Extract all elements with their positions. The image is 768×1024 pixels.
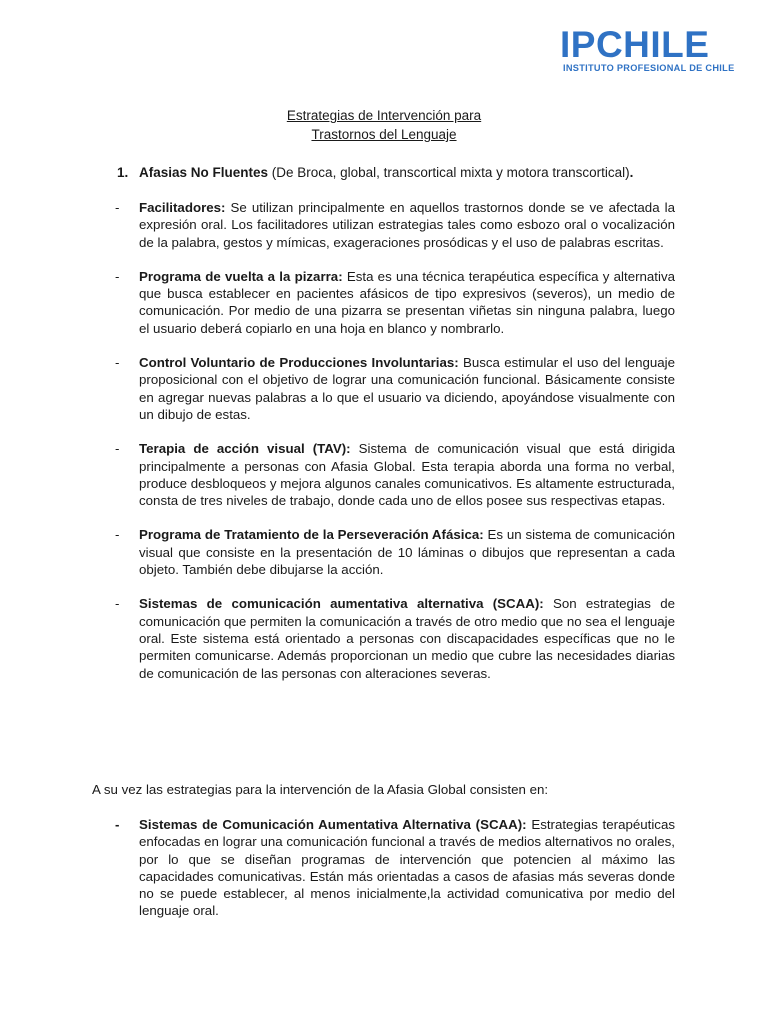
list-dash: -	[115, 355, 120, 371]
list-item	[115, 526, 675, 578]
section-end: .	[629, 165, 634, 180]
item-term: Facilitadores:	[139, 200, 226, 215]
strategy-list	[115, 199, 675, 699]
item-text: Esta es una técnica terapéutica específica y alternativa que busca establecer en pacientes afásicos de tipo expresivos (severos), un medio de comunicación. Por medio de una pizarra se presentan viñetas sin ninguna palabra, luego el usuario deberá copiarlo en una hoja en blanco y nombrarlo.	[139, 268, 675, 336]
title-line-1: Estrategias de Intervención para	[286, 108, 482, 123]
item-term: Terapia de acción visual (TAV):	[139, 441, 351, 457]
item-text: Se utilizan principalmente en aquellos trastornos donde se ve afectada la expresión oral. Los facilitadores utilizan estrategias tales como esbozo oral o vocalización de la palabra, gestos y mímicas, exageraciones prosódicas y el uso de palabras escritas.	[139, 200, 675, 250]
item-text: Busca estimular el uso del lenguaje proposicional con el objetivo de lograr una comunicación funcional. Básicamente consiste en agregar nuevas palabras a lo que el usuario va diciendo, apoyándose visualmente con un dibujo de estas.	[139, 355, 676, 422]
list-dash: -	[115, 441, 120, 457]
title-line-2: Trastornos del Lenguaje	[311, 127, 457, 142]
global-aphasia-intro: A su vez las estrategias para la intervención de la Afasia Global consisten en:	[92, 782, 549, 797]
section-name: Afasias No Fluentes	[139, 165, 269, 180]
list-item	[115, 440, 675, 509]
list-item	[115, 595, 675, 681]
list-dash: -	[115, 527, 120, 543]
item-term: Control Voluntario de Producciones Involuntarias:	[139, 355, 459, 371]
logo-tagline: INSTITUTO PROFESIONAL DE CHILE	[563, 63, 735, 73]
list-dash: -	[115, 596, 120, 612]
logo-wordmark: IPCHILE	[560, 24, 710, 65]
section-number: 1.	[117, 165, 129, 180]
document-title	[0, 106, 768, 144]
list-item	[115, 354, 675, 423]
global-aphasia-list	[115, 816, 675, 937]
item-term: Sistemas de Comunicación Aumentativa Alternativa (SCAA):	[139, 817, 527, 832]
ipchile-logo	[560, 24, 740, 74]
list-item	[115, 199, 675, 251]
item-text: Son estrategias de comunicación que permiten la comunicación a través de otro medio que no sea el lenguaje oral. Este sistema está orientado a personas con discapacidades específicas que no le permiten comunicarse. Además proporcionan un medio que cubre las necesidades diarias de comunicación de las personas con alteraciones severas.	[139, 596, 676, 681]
item-text: Estrategias terapéuticas enfocadas en lograr una comunicación funcional a través de medios alternativos no orales, por lo que se diseñan programas de intervención que potencien al máximo las capacidades comunicativas. Están más orientadas a casos de afasias más severas donde no se puede establecer, al menos inicialmente,la actividad comunicativa por medio del lenguaje oral.	[139, 817, 675, 919]
list-dash: -	[115, 817, 120, 832]
list-dash: -	[115, 268, 120, 284]
item-text: Sistema de comunicación visual que está dirigida principalmente a personas con Afasia Global. Esta terapia aborda una forma no verbal, produce desbloqueos y mejora algunos canales comunicativos. Es altamente estructurada, consta de tres niveles de trabajo, donde cada uno de ellos posee sus respectivas etapas.	[139, 441, 675, 509]
item-term: Programa de vuelta a la pizarra:	[139, 268, 343, 284]
item-text: Es un sistema de comunicación visual que consiste en la presentación de 10 láminas o dibujos que representan a cada objeto. También debe dibujarse la acción.	[139, 527, 675, 578]
list-item	[115, 816, 675, 920]
section-heading	[117, 163, 717, 182]
item-term: Programa de Tratamiento de la Perseveración Afásica:	[139, 527, 484, 543]
section-detail: (De Broca, global, transcortical mixta y motora transcortical)	[268, 165, 630, 180]
list-dash: -	[115, 200, 120, 215]
item-term: Sistemas de comunicación aumentativa alternativa (SCAA):	[139, 596, 544, 612]
list-item	[115, 268, 675, 337]
